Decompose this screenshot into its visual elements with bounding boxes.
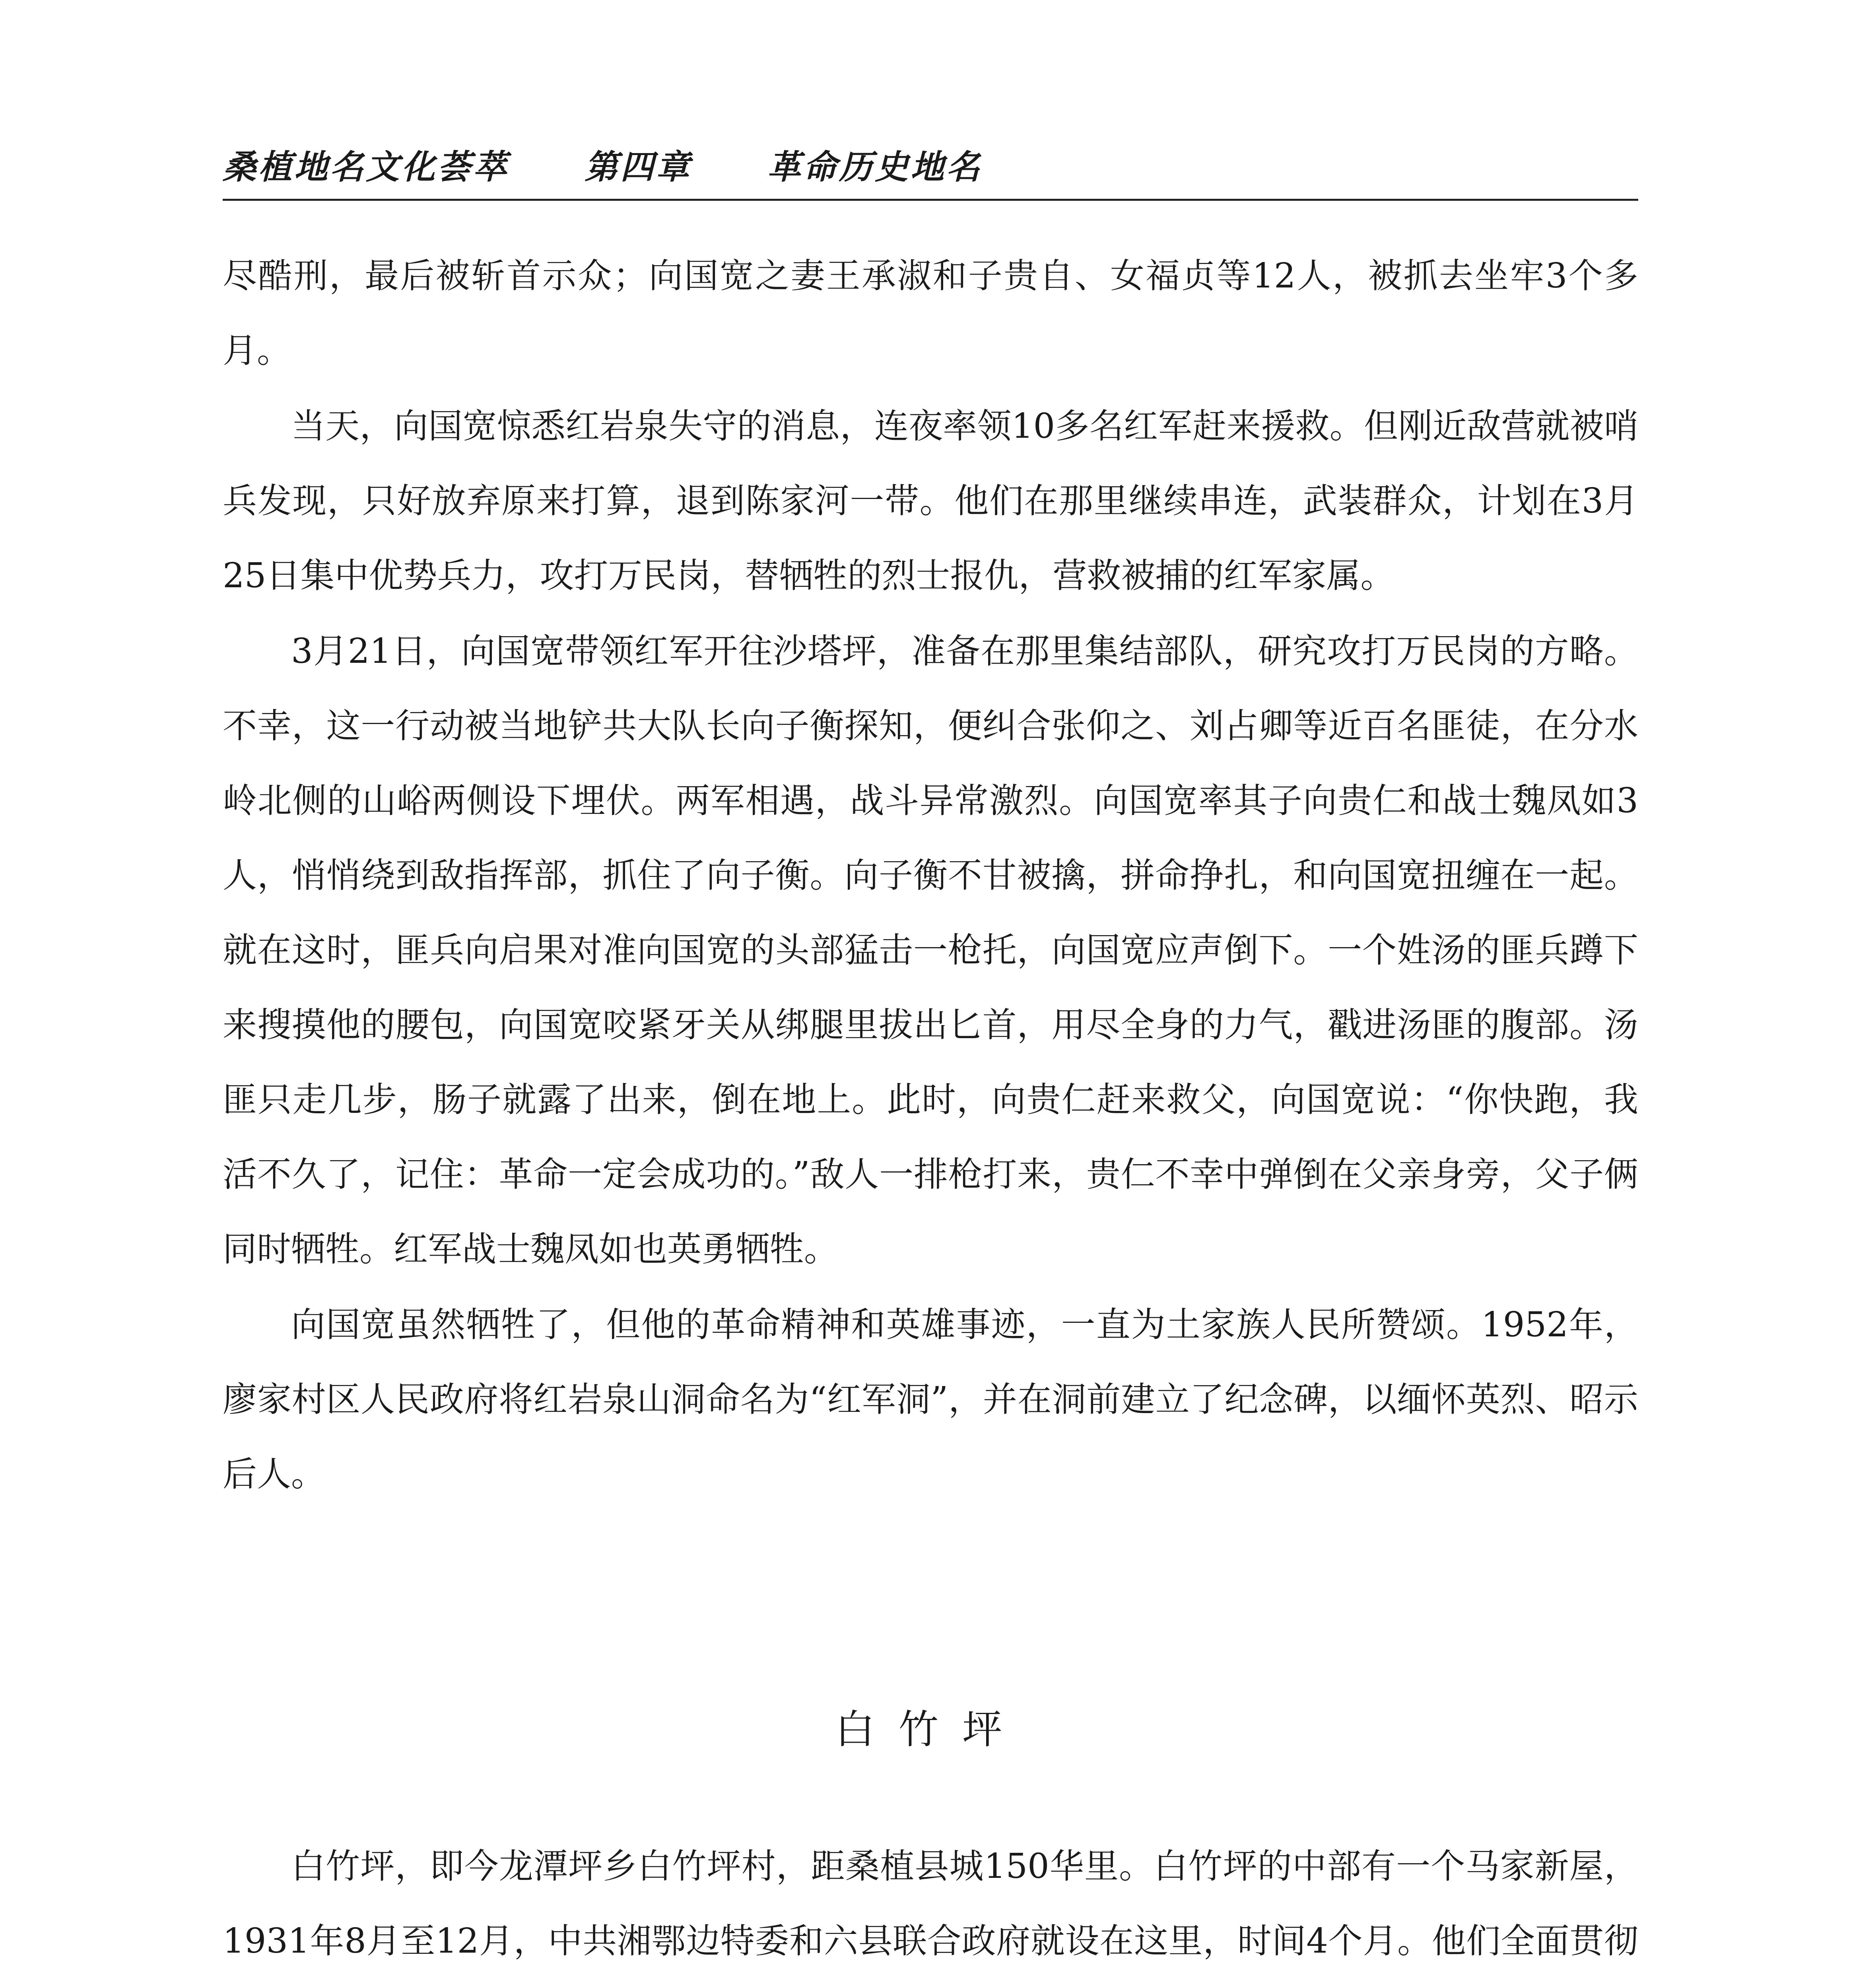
paragraph: 向国宽虽然牺牲了，但他的革命精神和英雄事迹，一直为土家族人民所赞颂。1952年，廖家村区人民政府将红岩泉山洞命名为“红军洞”，并在洞前建立了纪念碑，以缅怀英烈、昭示后人。 (223, 1305, 1638, 1494)
header-book-title: 桑植地名文化荟萃 (223, 147, 509, 186)
paragraph: 尽酷刑，最后被斩首示众；向国宽之妻王承淑和子贵自、女福贞等12人，被抓去坐牢3个多月。 (223, 256, 1638, 371)
body-text (223, 239, 1638, 1512)
running-header (223, 143, 1638, 191)
header-chapter: 第四章 (585, 147, 692, 186)
header-section: 革命历史地名 (767, 147, 983, 186)
paragraph: 3月21日，向国宽带领红军开往沙塔坪，准备在那里集结部队，研究攻打万民岗的方略。不幸，这一行动被当地铲共大队长向子衡探知，便纠合张仰之、刘占卿等近百名匪徒，在分水岭北侧的山峪两侧设下埋伏。两军相遇，战斗异常激烈。向国宽率其子向贵仁和战士魏凤如3人，悄悄绕到敌指挥部，抓住了向子衡。向子衡不甘被擒，拼命挣扎，和向国宽扭缠在一起。就在这时，匪兵向启果对准向国宽的头部猛击一枪托，向国宽应声倒下。一个姓汤的匪兵蹲下来搜摸他的腰包，向国宽咬紧牙关从绑腿里拔出匕首，用尽全身的力气，戳进汤匪的腹部。汤匪只走几步，肠子就露了出来，倒在地上。此时，向贵仁赶来救父，向国宽说：“你快跑，我活不久了，记住：革命一定会成功的。”敌人一排枪打来，贵仁不幸中弹倒在父亲身旁，父子俩同时牺牲。红军战士魏凤如也英勇牺牲。 (223, 631, 1638, 1269)
header-rule (223, 199, 1638, 201)
section-body-text (223, 1829, 1638, 1988)
paragraph: 当天，向国宽惊悉红岩泉失守的消息，连夜率领10多名红军赶来援救。但刚近敌营就被哨兵发现，只好放弃原来打算，退到陈家河一带。他们在那里继续串连，武装群众，计划在3月25日集中优势兵力，攻打万民岗，替牺牲的烈士报仇，营救被捕的红军家属。 (223, 406, 1638, 596)
paragraph: 白竹坪，即今龙潭坪乡白竹坪村，距桑植县城150华里。白竹坪的中部有一个马家新屋，1931年8月至12月，中共湘鄂边特委和六县联合政府就设在这里，时间4个月。他们全面贯彻 (223, 1846, 1638, 1961)
section-title: 白竹坪 (835, 1706, 1026, 1753)
